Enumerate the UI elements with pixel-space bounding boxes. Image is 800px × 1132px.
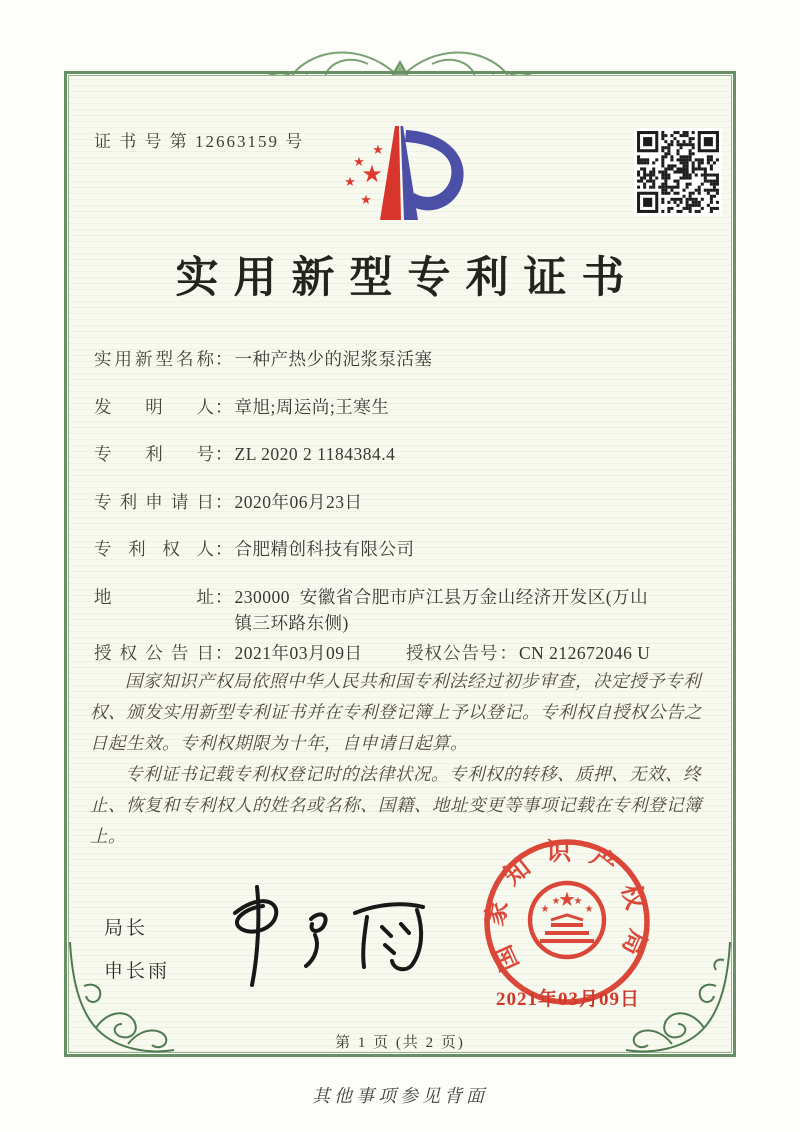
field-label: 专利权人 [94, 539, 214, 559]
qr-code [634, 128, 722, 216]
field-value-filing-date: 2020年06月23日 [234, 491, 363, 512]
field-label: 地址 [94, 586, 214, 607]
field-list [94, 346, 678, 687]
svg-text:★: ★ [573, 896, 583, 907]
svg-text:★: ★ [551, 896, 561, 907]
certificate-number: 证 书 号 第 12663159 号 [94, 132, 305, 151]
national-emblem-icon [530, 883, 604, 957]
svg-text:★: ★ [372, 142, 384, 157]
field-label: 发明人 [94, 396, 214, 417]
field-row-patent-number: 专利号 ： ZL 2020 2 1184384.4 [94, 441, 678, 489]
seal-date: 2021年03月09日 [495, 989, 640, 1010]
field-value-address: 230000 安徽省合肥市庐江县万金山经济开发区(万山镇三环路东侧) [234, 586, 649, 633]
legal-paragraph-2: 专利证书记载专利权登记时的法律状况。专利权的转移、质押、无效、终止、恢复和专利权人的姓名或名称、国籍、地址变更等事项记载在专利登记簿上。 [90, 764, 702, 846]
page-number: 第 1 页 (共 2 页) [335, 1035, 465, 1051]
field-label: 实用新型名称 [94, 349, 214, 369]
field-row-inventors: 发明人 ： 章旭;周运尚;王寒生 [94, 394, 678, 442]
field-row-address: 地址 ： 230000 安徽省合肥市庐江县万金山经济开发区(万山镇三环路东侧) [94, 584, 678, 640]
field-label: 专利号 [94, 444, 214, 464]
field-row-name: 实用新型名称 ： 一种产热少的泥浆泵活塞 [94, 346, 678, 394]
signer-block [104, 913, 170, 983]
seal-text: 国家知识产权局 [481, 838, 653, 975]
field-value-inventors: 章旭;周运尚;王寒生 [234, 396, 390, 417]
field-label: 授权公告号 [406, 642, 499, 663]
svg-text:★: ★ [558, 889, 576, 911]
svg-text:★: ★ [584, 904, 594, 915]
legal-text [90, 666, 714, 852]
svg-text:★: ★ [361, 162, 383, 188]
back-note: 其他事项参见背面 [312, 1086, 488, 1106]
handwritten-signature-icon [205, 875, 445, 993]
signer-title: 局长 [104, 918, 149, 939]
signer-name: 申长雨 [104, 961, 171, 982]
legal-paragraph-1: 国家知识产权局依照中华人民共和国专利法经过初步审查，决定授予专利权、颁发实用新型专利证书并在专利登记簿上予以登记。专利权自授权公告之日起生效。专利权期限为十年，自申请日起算。 [90, 671, 702, 753]
cnipa-logo-icon [326, 118, 476, 238]
svg-text:★: ★ [360, 192, 372, 207]
field-label: 专利申请日 [94, 491, 214, 512]
field-row-patentee: 专利权人 ： 合肥精创科技有限公司 [94, 536, 678, 584]
svg-text:★: ★ [540, 904, 550, 915]
field-label: 授权公告日 [94, 642, 214, 663]
field-value-grant-date: 2021年03月09日 [234, 642, 363, 663]
field-row-filing-date: 专利申请日 ： 2020年06月23日 [94, 489, 678, 537]
certificate-title: 实用新型专利证书 [175, 255, 640, 302]
field-value-patentee: 合肥精创科技有限公司 [234, 539, 415, 559]
field-row-grant: 授权公告日 ： 2021年03月09日 授权公告号 ： CN 212672046 U [94, 640, 678, 688]
svg-text:★: ★ [344, 174, 356, 189]
field-value-grant-number: CN 212672046 U [519, 642, 651, 663]
svg-text:★: ★ [353, 154, 365, 169]
field-value-patent-number: ZL 2020 2 1184384.4 [234, 444, 396, 464]
field-value-invention-name: 一种产热少的泥浆泵活塞 [234, 349, 433, 369]
